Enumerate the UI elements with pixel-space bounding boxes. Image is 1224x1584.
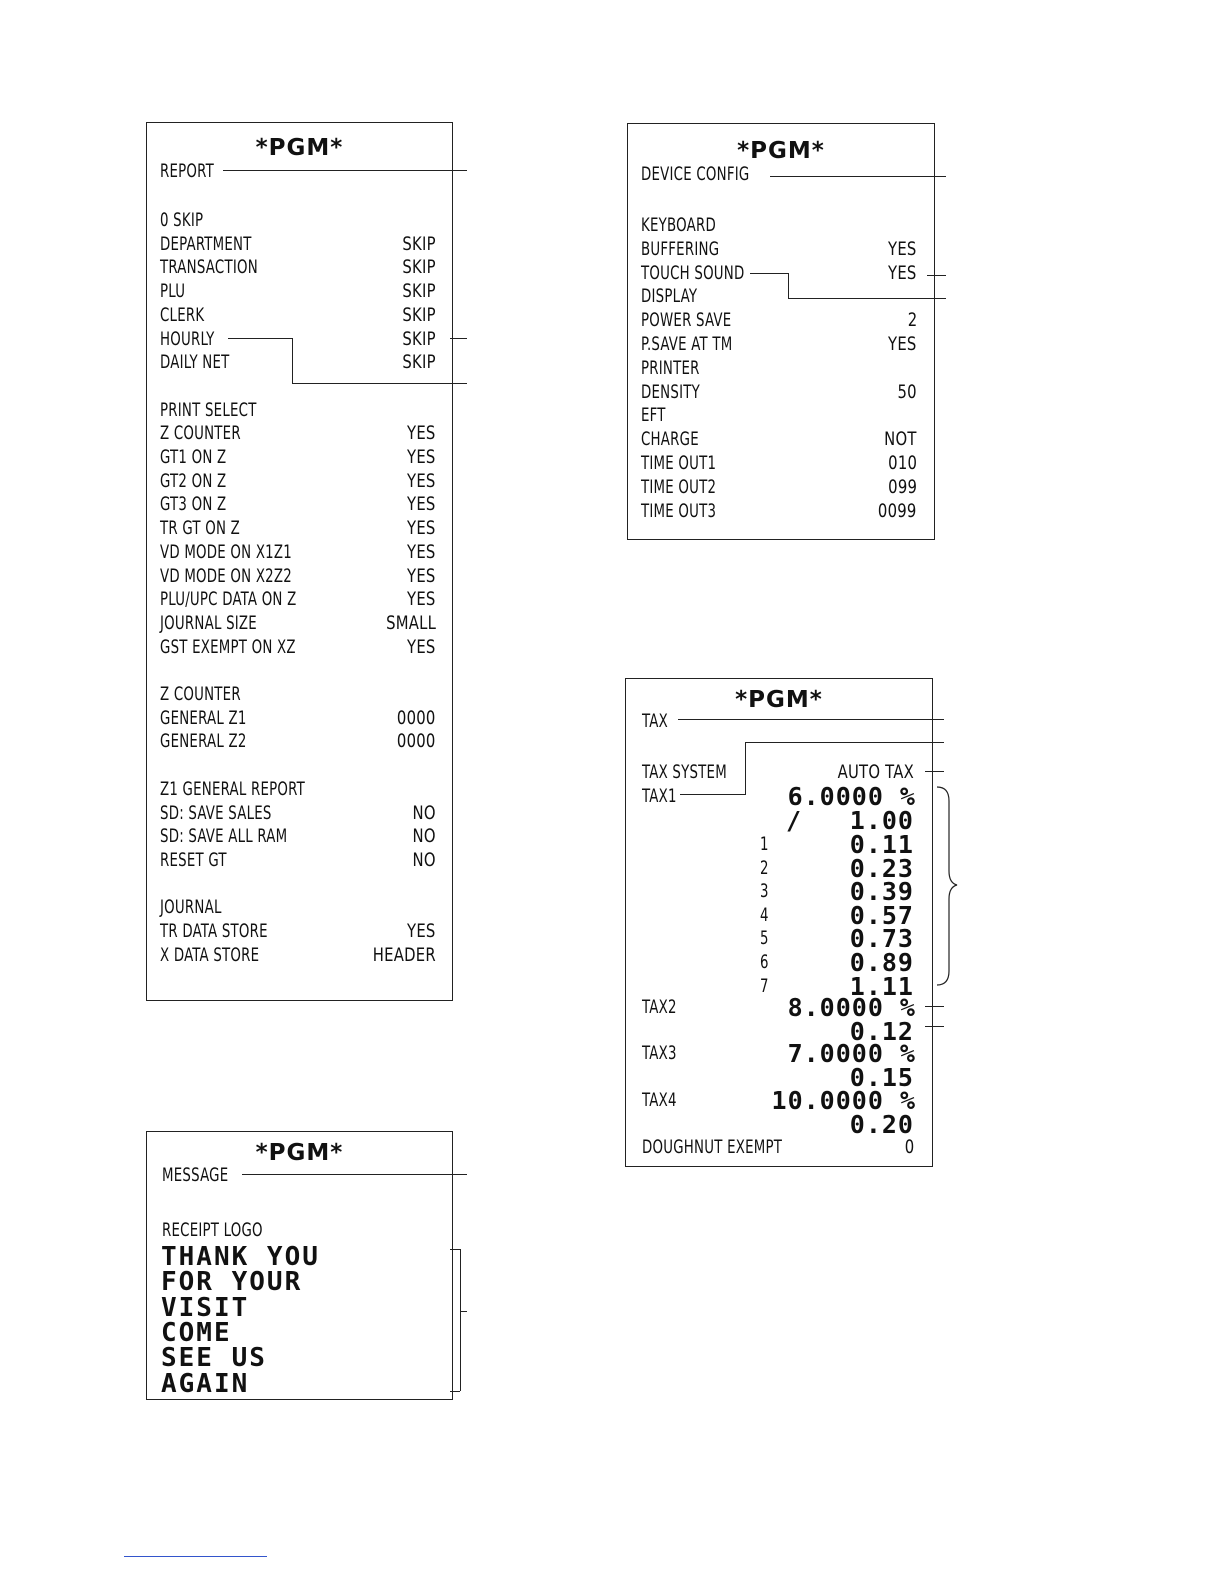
report-row-value: NO (412, 801, 436, 824)
tax-system-label: TAX SYSTEM (642, 761, 727, 783)
report-row-value: SKIP (402, 327, 436, 350)
device-row-label: EFT (641, 404, 666, 427)
device-header: *PGM* (737, 138, 825, 164)
tax1-base: 1.00 (849, 806, 914, 835)
report-row-value: SMALL (385, 611, 436, 634)
tax1-step-value: 0.73 (849, 924, 914, 954)
callout-line (925, 1026, 944, 1027)
report-row-label: HOURLY (160, 327, 215, 350)
report-row-label: GST EXEMPT ON XZ (160, 635, 296, 658)
tax3-label: TAX3 (642, 1042, 677, 1064)
device-row-label: TIME OUT2 (641, 475, 717, 498)
tax1-slash: / (786, 806, 803, 835)
report-row-value: YES (407, 493, 436, 516)
tax-system-value: AUTO TAX (837, 761, 914, 783)
report-row-label: PRINT SELECT (160, 398, 257, 421)
tax1-step-number: 4 (760, 903, 769, 926)
device-row-label: KEYBOARD (641, 214, 716, 236)
tax1-label: TAX1 (642, 785, 677, 807)
tax1-step-number: 7 (760, 974, 769, 997)
report-row-value: 0000 (397, 706, 436, 729)
bracket (450, 1391, 460, 1392)
tax4-rate: 10.0000 % (771, 1086, 916, 1115)
tax3-min: 0.15 (849, 1063, 914, 1092)
device-row-label: TIME OUT1 (641, 452, 717, 474)
device-row-label: BUFFERING (641, 237, 720, 260)
device-row-value: 50 (897, 380, 917, 403)
tax1-step-value: 0.11 (849, 830, 914, 859)
tax-header: *PGM* (735, 687, 823, 713)
callout-line (788, 273, 789, 298)
report-row-value: SKIP (402, 351, 436, 374)
report-row-label: SD: SAVE ALL RAM (160, 825, 288, 848)
message-title: MESSAGE (162, 1164, 229, 1186)
tax1-step-value: 0.89 (849, 948, 914, 977)
report-row-label: PLU (160, 280, 186, 303)
report-row-value: YES (407, 446, 436, 468)
logo-line: AGAIN (161, 1368, 250, 1399)
tax1-step-number: 1 (760, 833, 769, 855)
report-row-label: VD MODE ON X1Z1 (160, 540, 292, 563)
logo-line: COME (161, 1317, 232, 1348)
tax1-step-value: 1.11 (849, 971, 914, 1001)
tax1-rate: 6.0000 % (787, 782, 916, 811)
tax4-min: 0.20 (849, 1110, 914, 1139)
report-row-value: NO (412, 848, 436, 871)
bracket (460, 1249, 461, 1391)
callout-line (292, 383, 467, 384)
device-row-value: YES (888, 237, 917, 260)
device-row-value: 0099 (878, 499, 917, 522)
doughnut-exempt-label: DOUGHNUT EXEMPT (642, 1136, 783, 1158)
report-row-label: TR DATA STORE (160, 920, 268, 942)
tax2-label: TAX2 (642, 996, 677, 1018)
device-receipt (627, 123, 935, 540)
device-row-label: PRINTER (641, 356, 700, 379)
callout-line (678, 719, 944, 720)
tax4-label: TAX4 (642, 1089, 677, 1111)
device-row-label: POWER SAVE (641, 309, 732, 332)
callout-line (242, 1174, 467, 1175)
callout-line (745, 742, 746, 794)
tax3-rate: 7.0000 % (787, 1039, 916, 1068)
device-row-label: DENSITY (641, 380, 700, 403)
logo-line: FOR YOUR (161, 1267, 303, 1298)
report-row-label: Z COUNTER (160, 422, 241, 445)
report-row-value: SKIP (402, 232, 436, 255)
callout-line (228, 338, 293, 339)
report-row-label: GENERAL Z1 (160, 706, 247, 729)
tax1-step-value: 0.23 (849, 853, 914, 883)
device-row-value: 2 (907, 309, 917, 332)
report-row-label: GT1 ON Z (160, 446, 227, 468)
report-title: REPORT (160, 160, 214, 182)
callout-line (788, 298, 946, 299)
report-row-label: DEPARTMENT (160, 232, 252, 255)
report-row-value: YES (407, 635, 436, 658)
logo-line: SEE US (161, 1343, 267, 1374)
callout-line (750, 273, 788, 274)
device-row-label: TIME OUT3 (641, 499, 717, 522)
report-row-label: GT3 ON Z (160, 493, 227, 516)
device-row-label: CHARGE (641, 428, 699, 451)
report-row-label: RESET GT (160, 848, 227, 871)
report-row-label: 0 SKIP (160, 209, 204, 231)
report-row-value: YES (407, 517, 436, 540)
report-row-label: TRANSACTION (160, 256, 258, 279)
callout-line (925, 771, 944, 772)
logo-line: THANK YOU (161, 1242, 320, 1272)
report-row-value: 0000 (397, 730, 436, 753)
report-row-label: VD MODE ON X2Z2 (160, 564, 292, 587)
device-title: DEVICE CONFIG (641, 163, 750, 185)
report-row-value: YES (407, 422, 436, 445)
device-row-value: 010 (888, 452, 917, 474)
tax-title: TAX (642, 710, 668, 732)
device-row-value: YES (888, 261, 917, 284)
message-header: *PGM* (255, 1140, 344, 1166)
callout-line (927, 275, 946, 276)
report-row-label: GT2 ON Z (160, 469, 227, 492)
report-row-value: SKIP (402, 280, 436, 303)
report-row-label: Z1 GENERAL REPORT (160, 777, 305, 800)
report-row-value: YES (407, 588, 436, 611)
bracket (460, 1311, 467, 1312)
tax1-step-number: 5 (760, 927, 769, 950)
callout-line (292, 338, 293, 383)
tax1-step-number: 6 (760, 951, 769, 973)
report-row-label: TR GT ON Z (160, 517, 240, 540)
report-row-label: JOURNAL SIZE (160, 611, 257, 634)
tax1-step-value: 0.39 (849, 877, 914, 907)
report-row-value: YES (407, 920, 436, 942)
report-receipt (146, 122, 453, 1001)
callout-line (770, 176, 946, 177)
tax1-step-number: 2 (760, 856, 769, 879)
report-row-label: X DATA STORE (160, 943, 260, 966)
callout-line (450, 338, 467, 339)
report-row-value: YES (407, 564, 436, 587)
tax1-step-number: 3 (760, 880, 769, 903)
logo-line: VISIT (161, 1292, 250, 1323)
report-row-label: SD: SAVE SALES (160, 801, 272, 824)
device-row-value: NOT (884, 428, 917, 451)
tax2-rate: 8.0000 % (787, 993, 916, 1022)
report-row-label: CLERK (160, 303, 205, 326)
report-row-label: PLU/UPC DATA ON Z (160, 588, 297, 611)
report-header: *PGM* (255, 135, 344, 161)
device-row-label: DISPLAY (641, 285, 698, 308)
receipt-logo-label: RECEIPT LOGO (162, 1219, 263, 1241)
message-receipt (146, 1131, 453, 1400)
callout-line (223, 170, 467, 171)
report-row-value: SKIP (402, 303, 436, 326)
bracket (450, 1249, 460, 1250)
report-row-value: HEADER (372, 943, 436, 966)
brace (935, 785, 965, 990)
tax2-min: 0.12 (849, 1017, 914, 1046)
report-row-value: YES (407, 469, 436, 492)
device-row-value: YES (888, 333, 917, 355)
tax1-step-value: 0.57 (849, 900, 914, 930)
callout-line (745, 742, 944, 743)
device-row-label: TOUCH SOUND (641, 261, 745, 284)
report-row-label: DAILY NET (160, 351, 230, 374)
report-row-label: GENERAL Z2 (160, 730, 247, 753)
callout-line (680, 794, 746, 795)
device-row-value: 099 (888, 475, 917, 498)
footer-rule (124, 1556, 267, 1557)
report-row-label: JOURNAL (160, 896, 222, 919)
callout-line (925, 1006, 944, 1007)
report-row-value: SKIP (402, 256, 436, 279)
device-row-label: P.SAVE AT TM (641, 333, 733, 355)
report-row-value: NO (412, 825, 436, 848)
tax-receipt (625, 678, 933, 1167)
report-row-value: YES (407, 540, 436, 563)
doughnut-exempt-value: 0 (904, 1136, 914, 1158)
report-row-label: Z COUNTER (160, 683, 241, 705)
